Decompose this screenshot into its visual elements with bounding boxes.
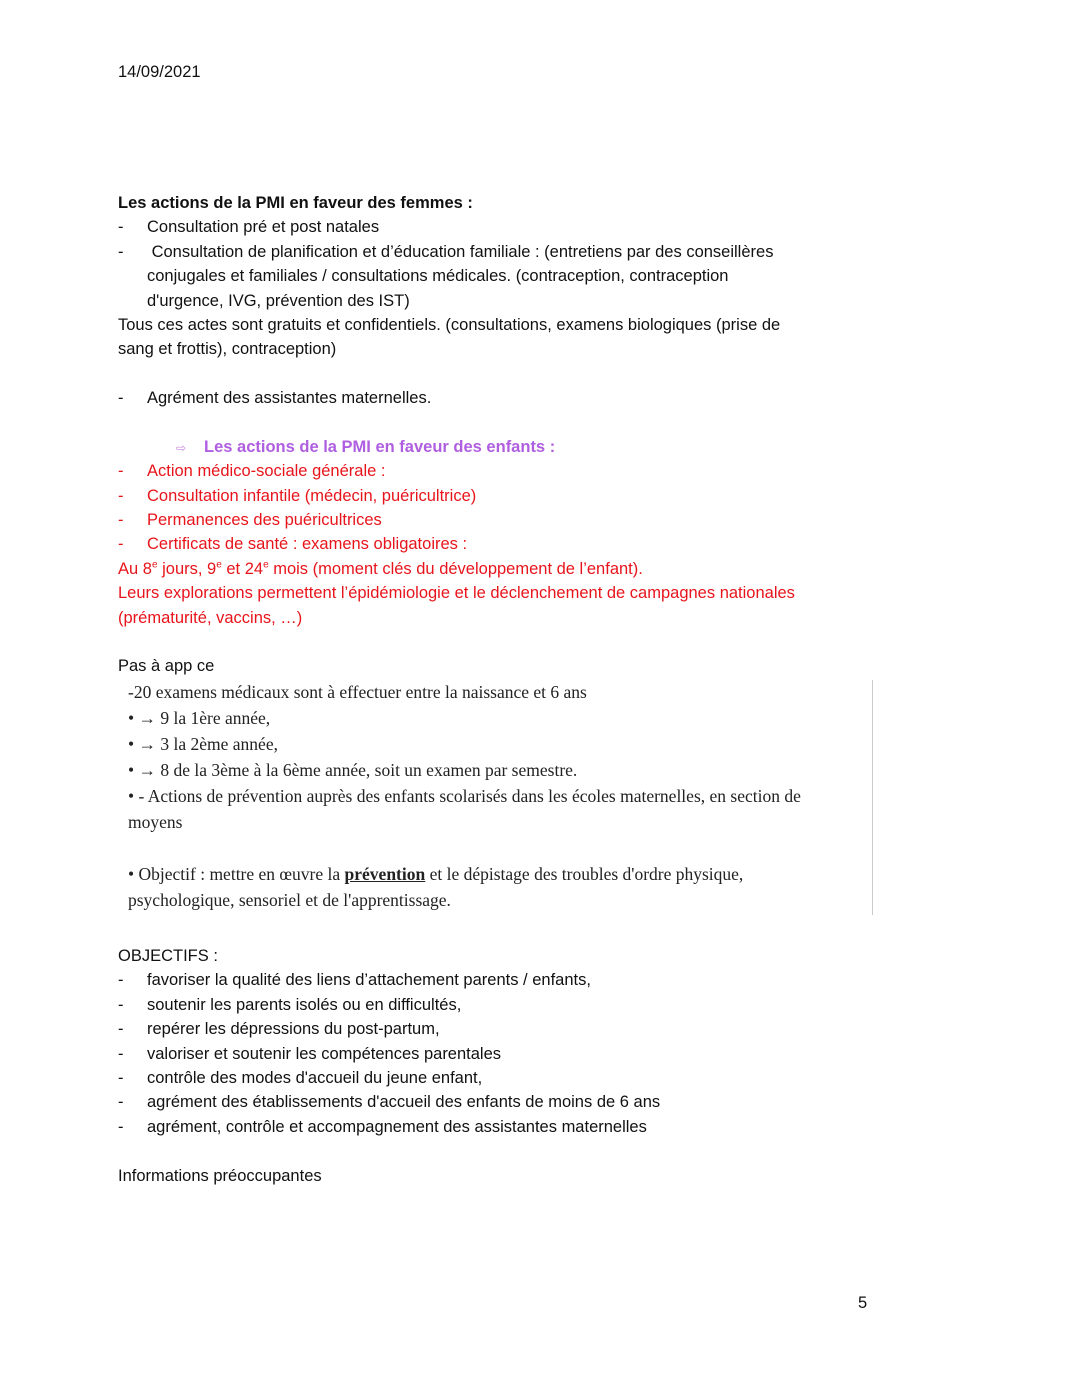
women-heading: Les actions de la PMI en faveur des femmes : <box>118 194 473 212</box>
objectifs-section <box>118 944 660 1188</box>
women-note: sang et frottis), contraception) <box>118 340 337 359</box>
list-item: - agrément des établissements d'accueil des enfants de moins de 6 ans <box>118 1093 661 1112</box>
excerpt-line: -20 examens médicaux sont à effectuer entre la naissance et 6 ans <box>128 682 587 702</box>
list-item-cont: conjugales et familiales / consultations médicales. (contraception, contraception <box>147 267 729 286</box>
page-number: 5 <box>858 1294 868 1312</box>
list-item: - Action médico-sociale générale : <box>118 462 386 481</box>
excerpt-line: • → 9 la 1ère année, <box>128 708 271 728</box>
list-item: - repérer les dépressions du post-partum, <box>118 1020 440 1039</box>
excerpt-objective: • Objectif : mettre en œuvre la prévention et le dépistage des troubles d'ordre physique, <box>128 864 744 884</box>
women-section <box>118 191 795 679</box>
list-item: - agrément, contrôle et accompagnement des assistantes maternelles <box>118 1117 647 1136</box>
list-item: - Consultation de planification et d’éducation familiale : (entretiens par des conseillères <box>118 242 774 261</box>
children-heading: ⇨ Les actions de la PMI en faveur des enfants : <box>118 435 795 459</box>
list-item: - favoriser la qualité des liens d’attachement parents / enfants, <box>118 971 591 990</box>
arrow-icon: ⇨ <box>176 440 187 455</box>
list-item: - Permanences des puéricultrices <box>118 511 382 530</box>
children-text: Leurs explorations permettent l’épidémiologie et le déclenchement de campagnes nationales <box>118 584 795 603</box>
list-item: - soutenir les parents isolés ou en difficultés, <box>118 995 462 1014</box>
list-item: - Consultation pré et post natales <box>118 218 380 237</box>
list-item: - Certificats de santé : examens obligatoires : <box>118 535 468 554</box>
excerpt-line: moyens <box>128 812 183 832</box>
pasted-excerpt <box>118 680 873 915</box>
women-note: Tous ces actes sont gratuits et confidentiels. (consultations, examens biologiques (prise de <box>118 315 781 334</box>
list-item: - valoriser et soutenir les compétences parentales <box>118 1044 502 1063</box>
section-title: Informations préoccupantes <box>118 1166 322 1185</box>
children-exams: Au 8e jours, 9e et 24e mois (moment clés du développement de l’enfant). <box>118 559 643 578</box>
excerpt-line: • → 3 la 2ème année, <box>128 734 278 754</box>
excerpt-line: psychologique, sensoriel et de l'apprentissage. <box>128 890 451 910</box>
excerpt-line: • → 8 de la 3ème à la 6ème année, soit un examen par semestre. <box>128 760 578 780</box>
note-text: Pas à app ce <box>118 657 215 676</box>
excerpt-line: • - Actions de prévention auprès des enfants scolarisés dans les écoles maternelles, en section de <box>128 786 801 806</box>
list-item: - Agrément des assistantes maternelles. <box>118 389 432 408</box>
objectifs-heading: OBJECTIFS : <box>118 947 218 965</box>
list-item: - contrôle des modes d'accueil du jeune enfant, <box>118 1068 483 1087</box>
list-item: - Consultation infantile (médecin, puéricultrice) <box>118 486 477 505</box>
children-text: (prématurité, vaccins, …) <box>118 608 303 627</box>
page-date: 14/09/2021 <box>118 63 201 81</box>
list-item-cont: d'urgence, IVG, prévention des IST) <box>147 291 410 310</box>
